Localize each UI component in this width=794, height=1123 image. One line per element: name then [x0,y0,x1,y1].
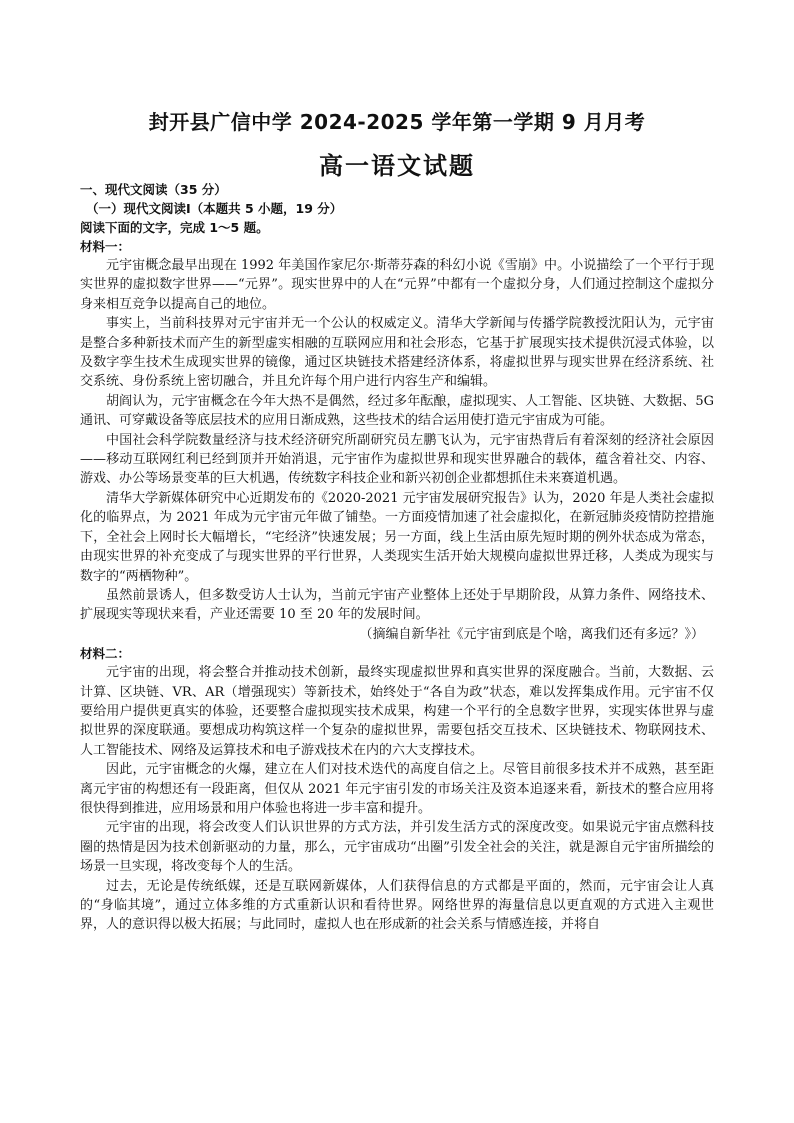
material-2-label: 材料二： [80,646,131,662]
material-1-paragraph: 清华大学新媒体研究中心近期发布的《2020-2021 元宇宙发展研究报告》认为，2020 年是人类社会虚拟化的临界点，为 2021 年成为元宇宙元年做了铺垫。一方面疫情加速了社会虚拟化，在新冠肺炎疫情防控措施下，全社会上网时长大幅增长，“宅经济”快速发展；另一方面，线上生活由原先短时期的例外状态成为常态，由现实世界的补充变成了与现实世界的平行世界，人类现实生活开始大规模向虚拟世界迁移，人类成为现实与数字的“两栖物种”。 [80,490,714,584]
material-1-source: （摘编自新华社《元宇宙到底是个啥，离我们还有多远？》） [359,626,704,642]
reading-instruction: 阅读下面的文字，完成 1～5 题。 [80,220,269,235]
section-subheading: （一）现代文阅读Ⅰ（本题共 5 小题，19 分） [86,201,343,216]
exam-subtitle: 高一语文试题 [319,152,475,180]
material-2-paragraph: 元宇宙的出现，将会整合并推动技术创新，最终实现虚拟世界和真实世界的深度融合。当前，大数据、云计算、区块链、VR、AR（增强现实）等新技术，始终处于“各自为政”状态，难以发挥集成作用。元宇宙不仅要给用户提供更真实的体验，还要整合虚拟现实技术成果，构建一个平行的全息数字世界，实现实体世界与虚拟世界的深度联通。要想成功构筑这样一个复杂的虚拟世界，需要包括交互技术、区块链技术、物联网技术、人工智能技术、网络及运算技术和电子游戏技术在内的六大支撑技术。 [80,665,714,758]
exam-title: 封开县广信中学 2024-2025 学年第一学期 9 月月考 [148,110,646,134]
material-1-label: 材料一： [80,239,131,254]
material-2-paragraph: 元宇宙的出现，将会改变人们认识世界的方式方法，并引发生活方式的深度改变。如果说元宇宙点燃科技圈的热情是因为技术创新驱动的力量，那么，元宇宙成功“出圈”引发全社会的关注，就是源自元宇宙所描绘的场景一旦实现，将改变每个人的生活。 [80,820,714,875]
section-heading: 一、现代文阅读（35 分） [80,182,227,197]
material-1-paragraph: 元宇宙概念最早出现在 1992 年美国作家尼尔·斯蒂芬森的科幻小说《雪崩》中。小说描绘了一个平行于现实世界的虚拟数字世界——“元界”。现实世界中的人在“元界”中都有一个虚拟分身，人们通过控制这个虚拟分身来相互竞争以提高自己的地位。 [80,258,714,312]
exam-content [80,180,714,935]
material-2-paragraph: 过去，无论是传统纸媒，还是互联网新媒体，人们获得信息的方式都是平面的，然而，元宇宙会让人真的“身临其境”，通过立体多维的方式重新认识和看待世界。网络世界的海量信息以更直观的方式进入主观世界，人的意识得以极大拓展；与此同时，虚拟人也在形成新的社会关系与情感连接，并将自 [80,878,714,933]
material-1-paragraph: 中国社会科学院数量经济与技术经济研究所副研究员左鹏飞认为，元宇宙热背后有着深刻的经济社会原因——移动互联网红利已经到顶并开始消退，元宇宙作为虚拟世界和现实世界融合的载体，蕴含着社交、内容、游戏、办公等场景变革的巨大机遇，传统数字科技企业和新兴初创企业都想抓住未来赛道机遇。 [80,432,714,487]
material-1-paragraph: 胡阎认为，元宇宙概念在今年大热不是偶然，经过多年酝酿，虚拟现实、人工智能、区块链、大数据、5G 通讯、可穿戴设备等底层技术的应用日渐成熟，这些技术的结合运用使打造元宇宙成为可能。 [80,393,714,429]
material-1-paragraph: 事实上，当前科技界对元宇宙并无一个公认的权威定义。清华大学新闻与传播学院教授沈阳认为，元宇宙是整合多种新技术而产生的新型虚实相融的互联网应用和社会形态，它基于扩展现实技术提供沉浸式体验，以及数字孪生技术生成现实世界的镜像，通过区块链技术搭建经济体系，将虚拟世界与现实世界在经济系统、社交系统、身份系统上密切融合，并且允许每个用户进行内容生产和编辑。 [80,316,714,390]
material-2-paragraph: 因此，元宇宙概念的火爆，建立在人们对技术迭代的高度自信之上。尽管目前很多技术并不成熟，甚至距离元宇宙的构想还有一段距离，但仅从 2021 年元宇宙引发的市场关注及资本追逐来看，新技术的整合应用将很快得到推进，应用场景和用户体验也将进一步丰富和提升。 [80,762,714,816]
material-1-paragraph: 虽然前景诱人，但多数受访人士认为，当前元宇宙产业整体上还处于早期阶段，从算力条件、网络技术、扩展现实等现状来看，产业还需要 10 至 20 年的发展时间。 [80,587,714,623]
